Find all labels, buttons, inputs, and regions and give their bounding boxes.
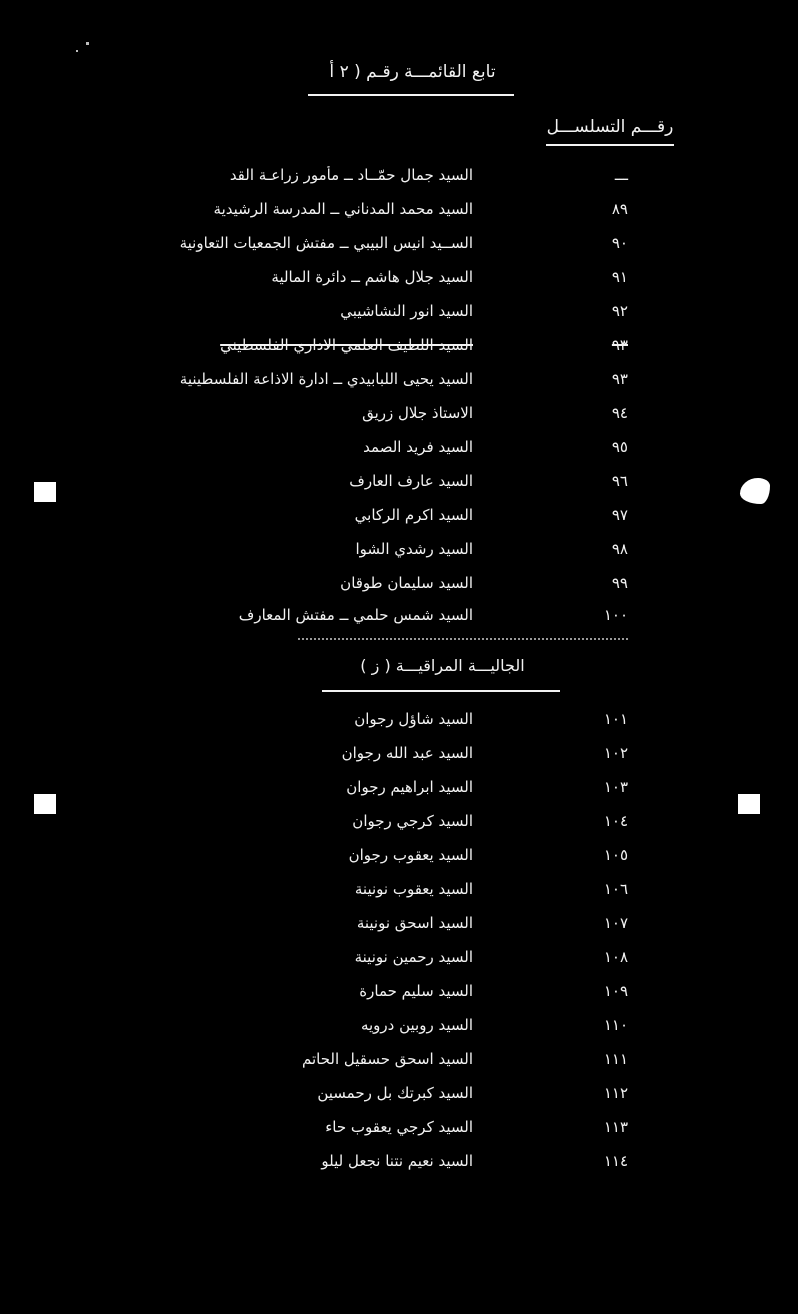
list-item — [0, 982, 798, 1008]
person-entry: السيد شاؤل رجوان — [354, 710, 473, 728]
serial-number: ١١٣ — [603, 1118, 628, 1136]
list-item — [0, 268, 798, 294]
person-entry: الســيد انيس البيبي ــ مفتش الجمعيات التعاونية — [179, 234, 473, 252]
person-entry: السيد ابراهيم رجوان — [346, 778, 473, 796]
person-entry: السيد فريد الصمد — [363, 438, 473, 456]
person-entry: الاستاذ جلال زريق — [362, 404, 473, 422]
list-item — [0, 472, 798, 498]
person-entry: السيد كرجي يعقوب حاء — [325, 1118, 473, 1136]
scan-speck — [76, 50, 78, 52]
list-item — [0, 370, 798, 396]
person-entry: السيد كرجي رجوان — [352, 812, 473, 830]
serial-number: ١٠٦ — [603, 880, 628, 898]
ink-blot — [740, 478, 770, 504]
list-item — [0, 778, 798, 804]
binder-hole-marker — [34, 482, 56, 502]
list-item — [0, 234, 798, 260]
person-entry: السيد روبين درويه — [360, 1016, 473, 1034]
serial-number: ٩٩ — [611, 574, 628, 592]
binder-hole-marker — [34, 794, 56, 814]
serial-number: ٩٨ — [611, 540, 628, 558]
list-item — [0, 506, 798, 532]
list-item — [0, 574, 798, 600]
person-entry: السيد يعقوب نونينة — [354, 880, 473, 898]
list-item — [0, 606, 798, 632]
person-entry: السيد اكرم الركابي — [354, 506, 473, 524]
person-entry: السيد رشدي الشوا — [355, 540, 473, 558]
serial-number: ١٠٢ — [603, 744, 628, 762]
serial-number: ١١٢ — [603, 1084, 628, 1102]
list-item — [0, 948, 798, 974]
list-item — [0, 710, 798, 736]
section-title: الجاليـــة المراقيـــة ( ز ) — [360, 656, 525, 675]
serial-number: ٩٣ — [611, 370, 628, 388]
list-item — [0, 166, 798, 192]
serial-number: ١٠١ — [603, 710, 628, 728]
list-item — [0, 744, 798, 770]
section-title-underline — [322, 690, 560, 692]
serial-number: ٨٩ — [611, 200, 628, 218]
serial-number: ١٠٨ — [603, 948, 628, 966]
serial-number-header-underline — [546, 144, 674, 146]
list-item — [0, 1118, 798, 1144]
person-entry: السيد محمد المدناني ــ المدرسة الرشيدية — [213, 200, 473, 218]
list-item — [0, 812, 798, 838]
serial-number: ١٠٧ — [603, 914, 628, 932]
serial-number: ٩٣ — [611, 336, 628, 354]
list-item — [0, 1050, 798, 1076]
struck-list-item — [0, 336, 798, 362]
serial-number: ٩٤ — [611, 404, 628, 422]
list-item — [0, 846, 798, 872]
person-entry: السيد اسحق نونينة — [356, 914, 473, 932]
person-entry: السيد كبرتك بل رحمسين — [317, 1084, 473, 1102]
list-item — [0, 200, 798, 226]
person-entry: السيد عارف العارف — [349, 472, 473, 490]
binder-hole-marker — [738, 794, 760, 814]
person-entry: السيد رحمين نونينة — [354, 948, 473, 966]
scan-speck — [86, 42, 89, 45]
serial-number: ـــ — [614, 166, 628, 184]
list-item — [0, 1016, 798, 1042]
serial-number: ٩٥ — [611, 438, 628, 456]
serial-number: ٩٠ — [611, 234, 628, 252]
person-entry: السيد عبد الله رجوان — [341, 744, 473, 762]
person-entry: السيد سليم حمارة — [359, 982, 473, 1000]
person-entry: السيد يعقوب رجوان — [348, 846, 473, 864]
serial-number: ١١٤ — [603, 1152, 628, 1170]
serial-number: ١٠٩ — [603, 982, 628, 1000]
serial-number: ١٠٥ — [603, 846, 628, 864]
person-entry: السيد جلال هاشم ــ دائرة المالية — [271, 268, 473, 286]
serial-number: ١١١ — [603, 1050, 628, 1068]
person-entry: السيد جمال حمّــاد ــ مأمور زراعـة القد — [229, 166, 473, 184]
serial-number: ١٠٠ — [603, 606, 628, 624]
list-item — [0, 438, 798, 464]
person-entry: السيد يحيى اللبابيدي ــ ادارة الاذاعة الفلسطينية — [179, 370, 473, 388]
person-entry: السيد اللطيف العلمي الاداري الفلسطيني — [220, 336, 473, 354]
list-item — [0, 404, 798, 430]
cut-off-line — [298, 638, 628, 644]
serial-number: ٩٦ — [611, 472, 628, 490]
person-entry: السيد سليمان طوقان — [340, 574, 473, 592]
person-entry: السيد شمس حلمي ــ مفتش المعارف — [238, 606, 473, 624]
person-entry: السيد نعيم نتنا نجعل ليلو — [321, 1152, 473, 1170]
serial-number: ١٠٣ — [603, 778, 628, 796]
serial-number: ٩١ — [611, 268, 628, 286]
serial-number: ٩٢ — [611, 302, 628, 320]
person-entry: السيد اسحق حسقيل الحاتم — [301, 1050, 473, 1068]
list-item — [0, 302, 798, 328]
serial-number: ١٠٤ — [603, 812, 628, 830]
title-underline — [308, 94, 514, 96]
list-item — [0, 1152, 798, 1178]
page-title: تابع القائمـــة رقـم ( ٢ أ — [329, 62, 496, 82]
list-item — [0, 1084, 798, 1110]
list-item — [0, 880, 798, 906]
list-item — [0, 914, 798, 940]
person-entry: السيد انور النشاشيبي — [340, 302, 473, 320]
serial-number: ١١٠ — [603, 1016, 628, 1034]
list-item — [0, 540, 798, 566]
serial-number-header: رقـــم التسلســـل — [546, 117, 674, 137]
serial-number: ٩٧ — [611, 506, 628, 524]
